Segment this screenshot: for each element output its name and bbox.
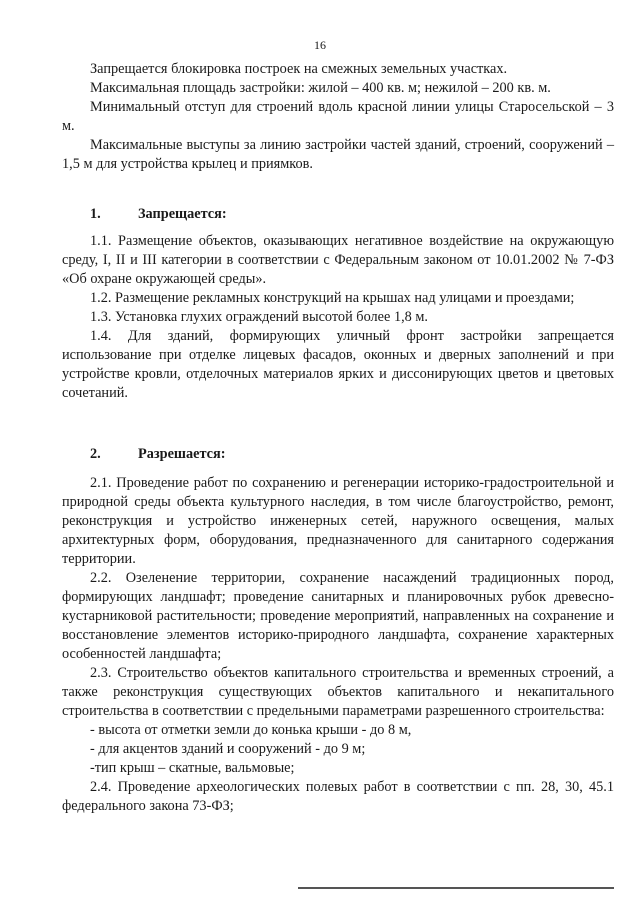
intro-block	[62, 60, 614, 174]
section-1-item: 1.2. Размещение рекламных конструкций на крышах над улицами и проездами;	[90, 290, 575, 306]
section-2-number: 2.	[90, 446, 101, 462]
page-number: 16	[314, 38, 326, 52]
section-1-heading	[90, 206, 227, 223]
section-2-heading	[90, 446, 226, 463]
section-2-item: 2.1. Проведение работ по сохранению и регенерации историко-градостроительной и природной среды объекта культурного наследия, в том числе благоустройство, ремонт, реконструкция и устройство инженерных сетей, наружного освещения, малых архитектурных форм, оборудования, предназначенного для санитарного содержания территории.	[62, 475, 614, 567]
intro-paragraph: Запрещается блокировка построек на смежных земельных участках.	[90, 61, 508, 77]
building-parameter: -тип крыш – скатные, вальмовые;	[90, 760, 295, 776]
section-2-body	[62, 474, 614, 816]
section-1-title: Запрещается:	[138, 206, 227, 222]
section-2-item: 2.4. Проведение археологических полевых работ в соответствии с пп. 28, 30, 45.1 федерального закона 73-ФЗ;	[62, 779, 614, 814]
building-parameter: - высота от отметки земли до конька крыши - до 8 м,	[90, 722, 412, 738]
section-2-item: 2.2. Озеленение территории, сохранение насаждений традиционных пород, формирующих ландшафт; проведение санитарных и планировочных рубок древесно-кустарниковой растительности; проведение мероприятий, направленных на сохранение и восстановление элементов историко-природного ландшафта, сохранение характерных особенностей ландшафта;	[62, 570, 614, 662]
section-2-title: Разрешается:	[138, 446, 226, 462]
intro-paragraph: Максимальные выступы за линию застройки частей зданий, строений, сооружений – 1,5 м для устройства крылец и приямков.	[62, 137, 614, 172]
section-1-body	[62, 232, 614, 403]
intro-paragraph: Максимальная площадь застройки: жилой – 400 кв. м; нежилой – 200 кв. м.	[90, 80, 551, 96]
section-1-item: 1.1. Размещение объектов, оказывающих негативное воздействие на окружающую среду, I, II и III категории в соответствии с Федеральным законом от 10.01.2002 № 7-ФЗ «Об охране окружающей среды».	[62, 233, 614, 287]
section-2-item: 2.3. Строительство объектов капитального строительства и временных строений, а также реконструкция существующих объектов капитального и некапитального строительства в соответствии с предельными параметрами разрешенного строительства:	[62, 665, 614, 719]
footer-rule	[298, 887, 614, 889]
building-parameter: - для акцентов зданий и сооружений - до 9 м;	[90, 741, 366, 757]
intro-paragraph: Минимальный отступ для строений вдоль красной линии улицы Старосельской – 3 м.	[62, 99, 614, 134]
section-1-item: 1.4. Для зданий, формирующих уличный фронт застройки запрещается использование при отделке лицевых фасадов, оконных и дверных заполнений и при устройстве кровли, отделочных материалов ярких и диссонирующих цветов и цветовых сочетаний.	[62, 328, 614, 401]
section-1-item: 1.3. Установка глухих ограждений высотой более 1,8 м.	[90, 309, 429, 325]
section-1-number: 1.	[90, 206, 101, 222]
